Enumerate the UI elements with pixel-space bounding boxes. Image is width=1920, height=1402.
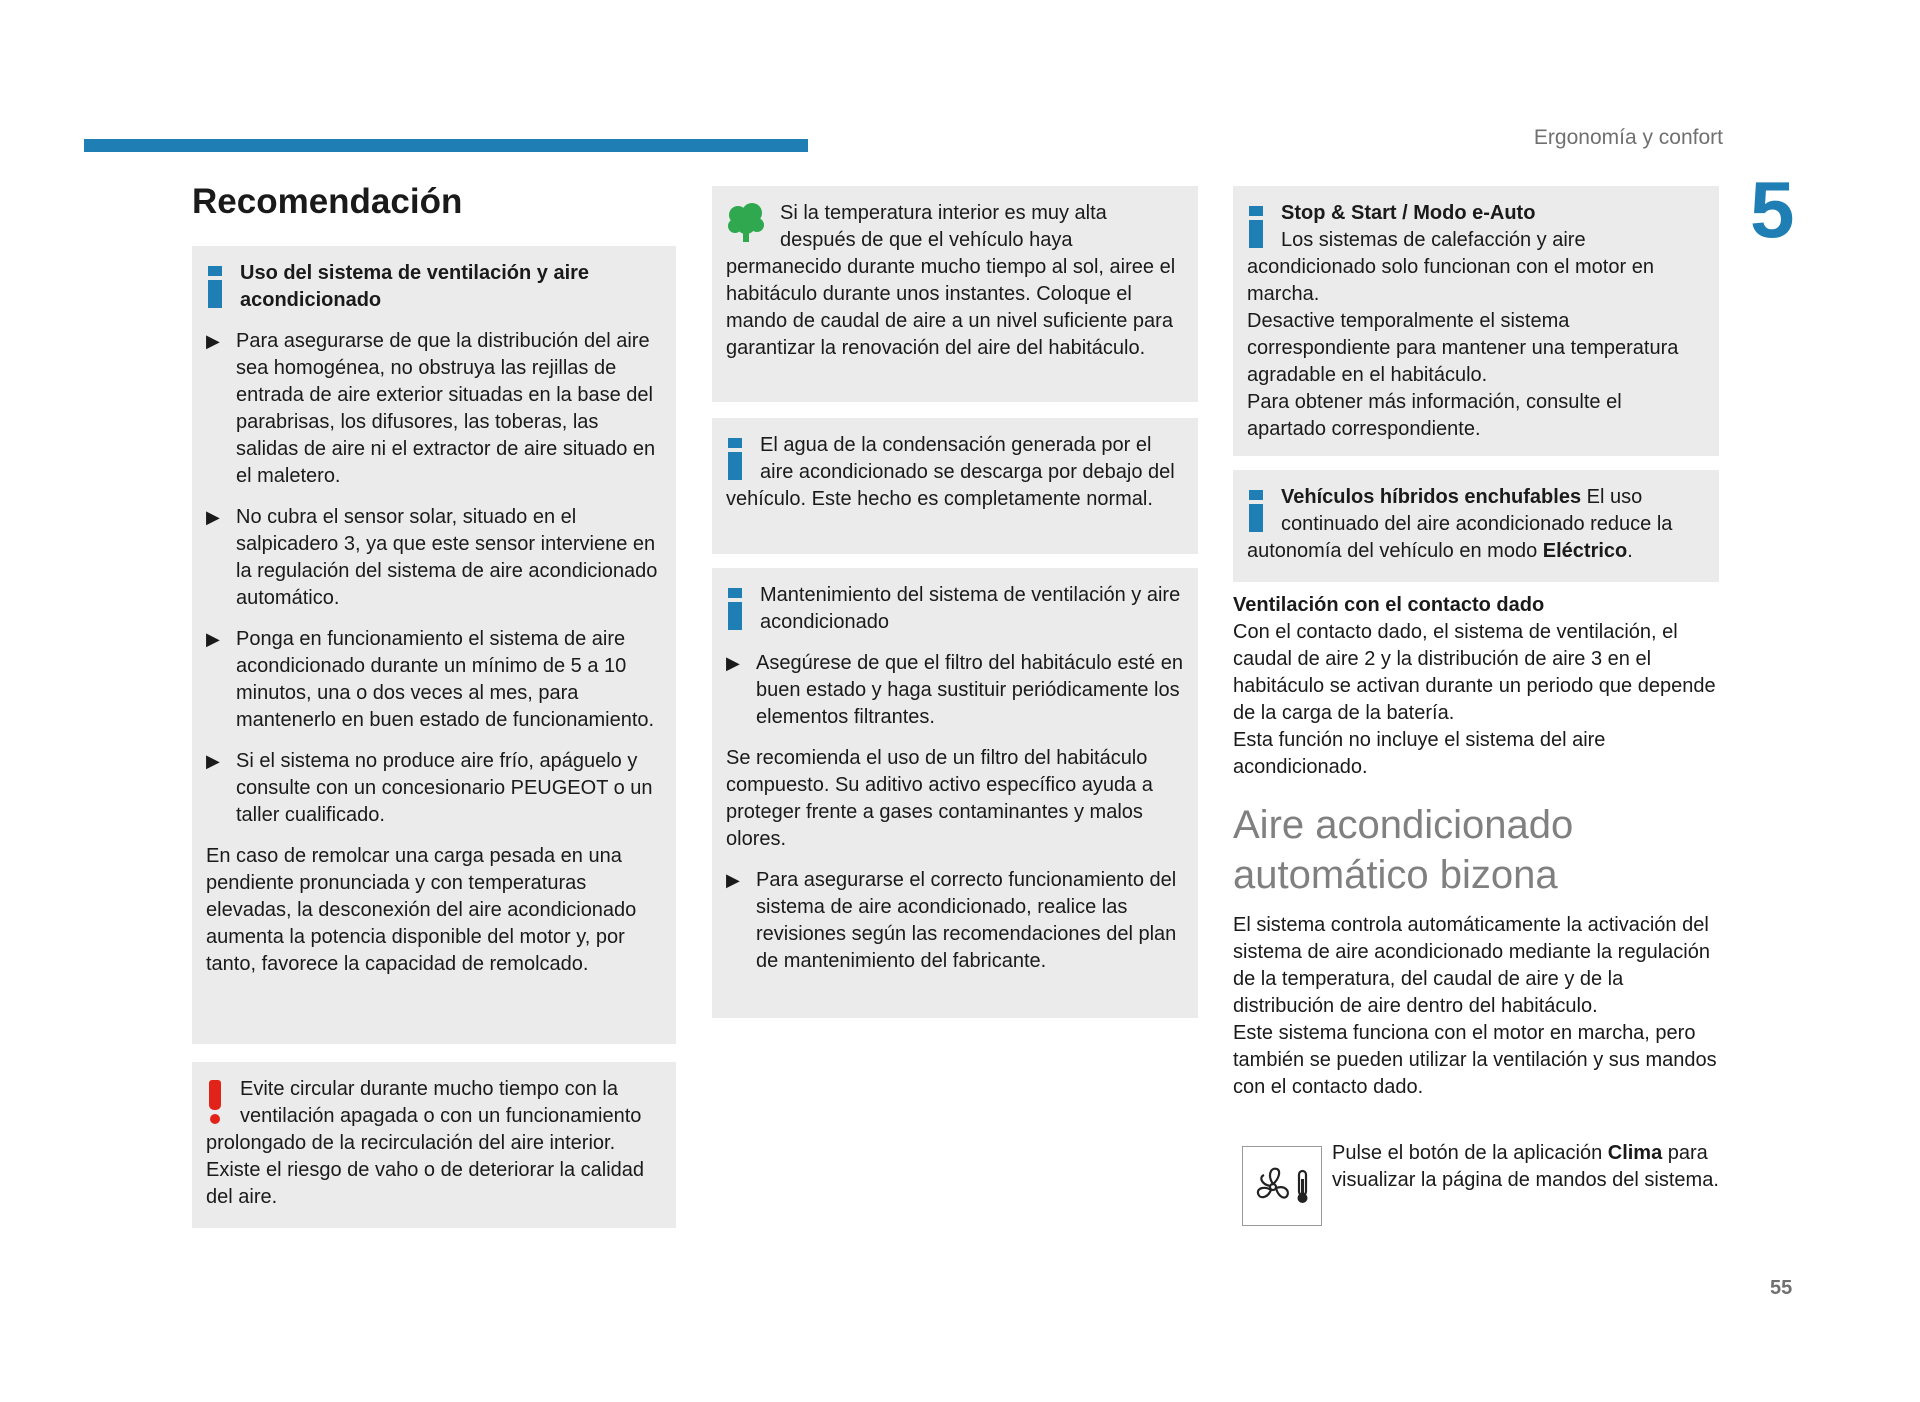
- top-accent-bar: [84, 139, 808, 152]
- list-item: ▶ Para asegurarse el correcto funcionamiento del sistema de aire acondicionado, realice las revisiones según las recomendaciones del plan de mantenimiento del fabricante.: [726, 867, 1184, 975]
- ventilation-contact-text: Esta función no incluye el sistema del aire acondicionado.: [1233, 729, 1606, 778]
- section-title: Aire acondicionado automático bizona: [1233, 803, 1574, 897]
- clima-app-icon: [1242, 1146, 1322, 1226]
- box-title: Uso del sistema de ventilación y aire acondicionado: [240, 262, 590, 311]
- ventilation-contact-text: Con el contacto dado, el sistema de ventilación, el caudal de aire 2 y la distribución de aire 3 en el habitáculo se activan durante un periodo que depende de la carga de la batería.: [1233, 621, 1716, 724]
- warning-box: [192, 1062, 676, 1228]
- bizona-text: El sistema controla automáticamente la activación del sistema de aire acondicionado mediante la regulación de la temperatura, del caudal de aire y de la distribución de aire dentro del habitáculo.: [1233, 914, 1710, 1017]
- clima-instruction: Pulse el botón de la aplicación Clima para visualizar la página de mandos del sistema.: [1332, 1142, 1719, 1191]
- section-header: Ergonomía y confort: [1533, 126, 1723, 149]
- ventilation-contact-section: [1233, 592, 1719, 781]
- eco-tree-icon: [726, 202, 766, 242]
- eco-tip-box: [712, 186, 1198, 402]
- page-number: 55: [1770, 1277, 1793, 1299]
- stop-start-info-box: [1233, 186, 1719, 456]
- list-item: ▶ Ponga en funcionamiento el sistema de aire acondicionado durante un mínimo de 5 a 10 minutos, una o dos veces al mes, para mantenerlo en buen estado de funcionamiento.: [206, 626, 662, 734]
- arrow-bullet-icon: ▶: [726, 870, 740, 890]
- hybrid-info-box: [1233, 470, 1719, 582]
- box-title: Stop & Start / Modo e-Auto: [1281, 202, 1536, 224]
- page-heading: Recomendación: [192, 182, 463, 221]
- eco-tip-text: Si la temperatura interior es muy alta después de que el vehículo haya permanecido durante mucho tiempo al sol, airee el habitáculo durante unos instantes. Coloque el mando de caudal de aire a un nivel suficiente para garantizar la renovación del aire del habitáculo.: [726, 202, 1176, 359]
- maintenance-info-box: [712, 568, 1198, 1018]
- arrow-bullet-icon: ▶: [726, 653, 740, 673]
- info-icon: [1249, 206, 1263, 248]
- condensation-text: El agua de la condensación generada por el aire acondicionado se descarga por debajo del vehículo. Este hecho es completamente normal.: [726, 434, 1175, 510]
- warning-text: Evite circular durante mucho tiempo con la ventilación apagada o con un funcionamiento prolongado de la recirculación del aire interior. Existe el riesgo de vaho o de deteriorar la calidad del aire.: [206, 1078, 645, 1208]
- stop-start-line: Para obtener más información, consulte el apartado correspondiente.: [1247, 391, 1622, 440]
- filter-paragraph: Se recomienda el uso de un filtro del habitáculo compuesto. Su aditivo activo específico ayuda a proteger frente a gases contaminantes y malos olores.: [726, 747, 1153, 850]
- arrow-bullet-icon: ▶: [206, 331, 220, 351]
- info-icon: [728, 438, 742, 480]
- hybrid-text: Vehículos híbridos enchufables El uso continuado del aire acondicionado reduce la autonomía del vehículo en modo Eléctrico.: [1247, 486, 1673, 562]
- condensation-info-box: [712, 418, 1198, 554]
- warning-icon: [208, 1080, 222, 1124]
- towing-paragraph: En caso de remolcar una carga pesada en una pendiente pronunciada y con temperaturas elevadas, la desconexión del aire acondicionado aumenta la potencia disponible del motor y, por tanto, favorece la capacidad de remolcado.: [206, 845, 637, 975]
- list-item: ▶ Para asegurarse de que la distribución del aire sea homogénea, no obstruya las rejillas de entrada de aire exterior situadas en la base del parabrisas, los difusores, las toberas, las salidas de aire ni el extractor de aire situado en el maletero.: [206, 328, 662, 490]
- arrow-bullet-icon: ▶: [206, 751, 220, 771]
- box-title: Mantenimiento del sistema de ventilación y aire acondicionado: [760, 584, 1181, 633]
- subsection-title: Ventilación con el contacto dado: [1233, 594, 1545, 616]
- info-icon: [208, 266, 222, 308]
- stop-start-line: Desactive temporalmente el sistema correspondiente para mantener una temperatura agradable en el habitáculo.: [1247, 310, 1679, 386]
- info-icon: [728, 588, 742, 630]
- list-item: ▶ Si el sistema no produce aire frío, apáguelo y consulte con un concesionario PEUGEOT o un taller cualificado.: [206, 748, 662, 829]
- list-item: ▶ No cubra el sensor solar, situado en el salpicadero 3, ya que este sensor interviene en la regulación del sistema de aire acondicionado automático.: [206, 504, 662, 612]
- bizona-description: [1233, 912, 1719, 1101]
- ventilation-info-box: [192, 246, 676, 1044]
- bizona-text: Este sistema funciona con el motor en marcha, pero también se pueden utilizar la ventilación y sus mandos con el contacto dado.: [1233, 1022, 1717, 1098]
- fan-thermometer-icon: [1243, 1147, 1321, 1225]
- stop-start-line: Los sistemas de calefacción y aire acondicionado solo funcionan con el motor en marcha.: [1247, 229, 1654, 305]
- list-item: ▶ Asegúrese de que el filtro del habitáculo esté en buen estado y haga sustituir periódicamente los elementos filtrantes.: [726, 650, 1184, 731]
- chapter-number: 5: [1750, 165, 1795, 254]
- arrow-bullet-icon: ▶: [206, 507, 220, 527]
- arrow-bullet-icon: ▶: [206, 629, 220, 649]
- info-icon: [1249, 490, 1263, 532]
